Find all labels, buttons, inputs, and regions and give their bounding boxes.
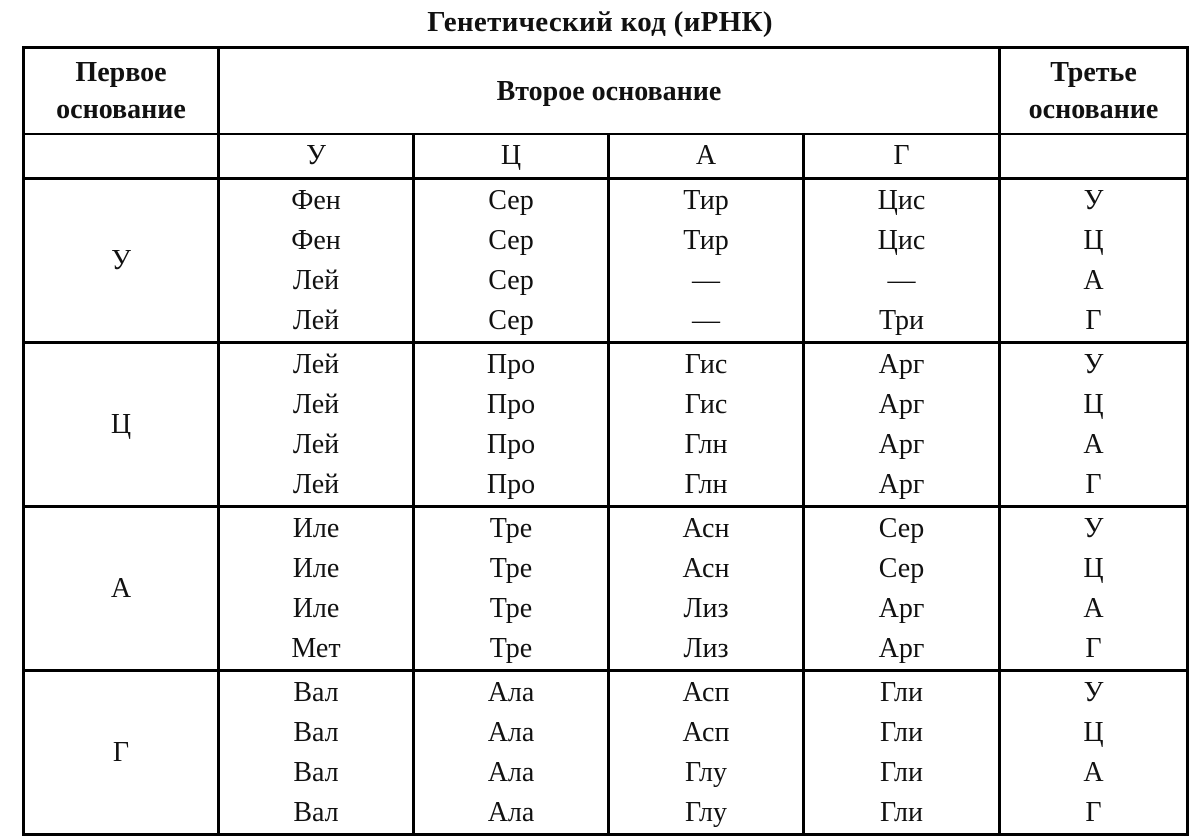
amino-acid-entry: Цис [877, 184, 926, 216]
amino-acid-cell [609, 507, 804, 671]
third-base-entry: Г [1085, 796, 1102, 828]
amino-acid-cell [414, 507, 609, 671]
amino-acid-entry: Арг [878, 468, 925, 500]
amino-acid-entry: Фен [291, 184, 341, 216]
amino-acid-entry: Сер [488, 224, 534, 256]
amino-acid-entry: Мет [291, 632, 341, 664]
amino-acid-entry: Асп [682, 676, 730, 708]
header-sub-base-g: Г [804, 134, 1000, 179]
third-base-entry: У [1083, 184, 1104, 216]
amino-acid-entry: Гис [684, 388, 728, 420]
amino-acid-entry: Тре [489, 512, 533, 544]
genetic-code-table [22, 46, 1189, 836]
amino-acid-entry: Про [486, 348, 536, 380]
amino-acid-cell [609, 671, 804, 835]
amino-acid-entry: Лиз [683, 632, 729, 664]
third-base-entry: А [1083, 428, 1104, 460]
amino-acid-cell [414, 343, 609, 507]
amino-acid-entry: Глн [684, 468, 728, 500]
amino-acid-entry: — [692, 264, 720, 296]
amino-acid-entry: Про [486, 428, 536, 460]
amino-acid-entry: Лей [292, 348, 340, 380]
amino-acid-entry: Гли [879, 676, 924, 708]
header-first-base: Первое основание [24, 48, 219, 135]
amino-acid-cell [609, 179, 804, 343]
amino-acid-cell [804, 671, 1000, 835]
first-base-cell: У [24, 179, 219, 343]
third-base-entry: Ц [1083, 388, 1104, 420]
third-base-entry: А [1083, 264, 1104, 296]
amino-acid-entry: Арг [878, 388, 925, 420]
table-body [24, 179, 1188, 835]
amino-acid-entry: Ала [487, 716, 535, 748]
amino-acid-entry: Тир [683, 184, 729, 216]
header-sub-empty-right [1000, 134, 1188, 179]
header-sub-empty-left [24, 134, 219, 179]
header-sub-base-u: У [219, 134, 414, 179]
codon-block-row [24, 179, 1188, 343]
third-base-entry: Ц [1083, 716, 1104, 748]
amino-acid-entry: Вал [293, 716, 339, 748]
amino-acid-entry: Иле [292, 512, 340, 544]
amino-acid-entry: Гли [879, 796, 924, 828]
amino-acid-entry: Про [486, 388, 536, 420]
third-base-entry: У [1083, 512, 1104, 544]
third-base-entry: У [1083, 676, 1104, 708]
amino-acid-cell [804, 343, 1000, 507]
amino-acid-entry: Сер [878, 512, 925, 544]
amino-acid-entry: Лей [292, 428, 340, 460]
amino-acid-entry: Глу [684, 796, 728, 828]
amino-acid-entry: Сер [488, 304, 534, 336]
amino-acid-entry: Сер [878, 552, 925, 584]
amino-acid-entry: Глн [684, 428, 728, 460]
header-row-main [24, 48, 1188, 135]
amino-acid-entry: Про [486, 468, 536, 500]
amino-acid-entry: Тир [683, 224, 729, 256]
third-base-entry: А [1083, 756, 1104, 788]
third-base-cell [1000, 179, 1188, 343]
third-base-entry: Ц [1083, 552, 1104, 584]
amino-acid-entry: Тре [489, 632, 533, 664]
amino-acid-entry: Тре [489, 592, 533, 624]
amino-acid-entry: Асп [682, 716, 730, 748]
amino-acid-cell [414, 671, 609, 835]
amino-acid-entry: — [887, 264, 916, 296]
third-base-entry: Ц [1083, 224, 1104, 256]
amino-acid-entry: Иле [292, 552, 340, 584]
amino-acid-cell [804, 507, 1000, 671]
codon-block-row [24, 343, 1188, 507]
amino-acid-cell [804, 179, 1000, 343]
header-sub-base-a: А [609, 134, 804, 179]
first-base-cell: Ц [24, 343, 219, 507]
amino-acid-cell [219, 179, 414, 343]
amino-acid-entry: Тре [489, 552, 533, 584]
amino-acid-entry: — [692, 304, 720, 336]
third-base-entry: Г [1085, 468, 1102, 500]
amino-acid-entry: Ала [487, 756, 535, 788]
third-base-cell [1000, 671, 1188, 835]
amino-acid-entry: Лей [292, 388, 340, 420]
third-base-entry: А [1083, 592, 1104, 624]
amino-acid-cell [219, 671, 414, 835]
amino-acid-cell [414, 179, 609, 343]
amino-acid-entry: Вал [293, 676, 339, 708]
third-base-entry: У [1083, 348, 1104, 380]
third-base-entry: Г [1085, 304, 1102, 336]
amino-acid-cell [609, 343, 804, 507]
table-title: Генетический код (иРНК) [427, 6, 773, 38]
amino-acid-entry: Лей [292, 304, 340, 336]
third-base-cell [1000, 507, 1188, 671]
amino-acid-entry: Арг [878, 348, 925, 380]
amino-acid-entry: Асн [682, 512, 730, 544]
amino-acid-entry: Цис [877, 224, 926, 256]
amino-acid-entry: Три [878, 304, 925, 336]
amino-acid-entry: Лей [292, 264, 340, 296]
amino-acid-entry: Вал [293, 756, 339, 788]
first-base-cell: Г [24, 671, 219, 835]
amino-acid-entry: Вал [293, 796, 339, 828]
amino-acid-entry: Лей [292, 468, 340, 500]
amino-acid-entry: Арг [878, 632, 925, 664]
header-third-base: Третье основание [1000, 48, 1188, 135]
first-base-cell: А [24, 507, 219, 671]
amino-acid-entry: Сер [488, 184, 534, 216]
header-second-base: Второе основание [219, 48, 1000, 135]
codon-block-row [24, 507, 1188, 671]
amino-acid-entry: Арг [878, 592, 925, 624]
amino-acid-entry: Ала [487, 676, 535, 708]
amino-acid-entry: Гис [684, 348, 728, 380]
amino-acid-entry: Глу [684, 756, 728, 788]
amino-acid-cell [219, 343, 414, 507]
amino-acid-entry: Гли [879, 756, 924, 788]
codon-block-row [24, 671, 1188, 835]
third-base-entry: Г [1085, 632, 1102, 664]
third-base-cell [1000, 343, 1188, 507]
amino-acid-entry: Лиз [683, 592, 729, 624]
amino-acid-entry: Сер [488, 264, 534, 296]
amino-acid-entry: Фен [291, 224, 341, 256]
header-row-sub [24, 134, 1188, 179]
amino-acid-entry: Арг [878, 428, 925, 460]
amino-acid-entry: Ала [487, 796, 535, 828]
amino-acid-entry: Асн [682, 552, 730, 584]
header-sub-base-c: Ц [414, 134, 609, 179]
amino-acid-entry: Гли [879, 716, 924, 748]
amino-acid-cell [219, 507, 414, 671]
amino-acid-entry: Иле [292, 592, 340, 624]
